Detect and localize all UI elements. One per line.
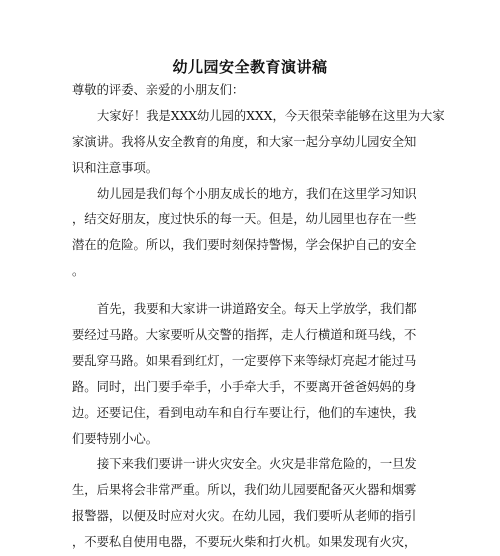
paragraph-line: 要乱穿马路。如果看到红灯，一定要停下来等绿灯亮起才能过马 (72, 353, 417, 368)
paragraph-line: 路。同时，出门要手牵手，小手牵大手，不要离开爸爸妈妈的身 (72, 379, 417, 394)
paragraph-line: 们要特别小心。 (72, 431, 159, 446)
paragraph-fire-safety (72, 452, 434, 556)
paragraph-line: 首先，我要和大家讲一讲道路安全。每天上学放学，我们都 (97, 302, 417, 317)
document-body (72, 78, 445, 556)
paragraph-line: 家演讲。我将从安全教育的角度，和大家一起分享幼儿园安全知 (72, 134, 417, 149)
paragraph-line: 潜在的危险。所以，我们要时刻保持警惕，学会保护自己的安全 (72, 238, 417, 253)
paragraph-line: ，结交好朋友，度过快乐的每一天。但是，幼儿园里也存在一些 (72, 212, 417, 227)
paragraph-line: 。 (72, 264, 85, 279)
paragraph-kindergarten (72, 182, 434, 286)
document-title: 幼儿园安全教育演讲稿 (172, 58, 328, 76)
paragraph-line: 识和注意事项。 (72, 160, 159, 175)
paragraph-line: 幼儿园是我们每个小朋友成长的地方，我们在这里学习知识 (97, 186, 417, 201)
paragraph-line: 边。还要记住，看到电动车和自行车要让行，他们的车速快，我 (72, 405, 417, 420)
paragraph-line: ，不要私自使用电器，不要玩火柴和打火机。如果发现有火灾， (72, 535, 417, 550)
paragraph-line: 生，后果将会非常严重。所以，我们幼儿园要配备灭火器和烟雾 (72, 483, 417, 498)
salutation: 尊敬的评委、亲爱的小朋友们： (72, 83, 245, 97)
paragraph-gap (72, 285, 434, 297)
paragraph-line: 报警器，以便及时应对火灾。在幼儿园，我们要听从老师的指引 (72, 509, 417, 524)
paragraph-line: 大家好！我是XXX幼儿园的XXX，今天很荣幸能够在这里为大家 (97, 108, 445, 123)
paragraph-road-safety (72, 297, 434, 452)
paragraph-line: 要经过马路。大家要听从交警的指挥，走人行横道和斑马线，不 (72, 328, 417, 343)
paragraph-intro (72, 104, 445, 182)
paragraph-line: 接下来我们要讲一讲火灾安全。火灾是非常危险的，一旦发 (97, 457, 417, 472)
